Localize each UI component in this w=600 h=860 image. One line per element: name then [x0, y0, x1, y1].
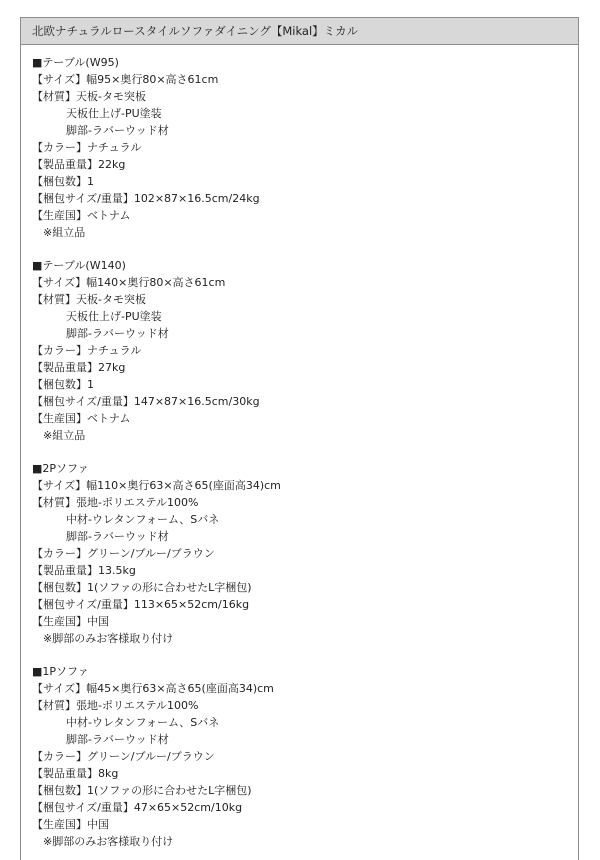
spec-package-size: 【梱包サイズ/重量】47×65×52cm/10kg — [32, 801, 243, 814]
spec-weight: 【製品重量】8kg — [32, 767, 119, 780]
spec-material-detail: 脚部-ラバーウッド材 — [66, 124, 169, 137]
spec-material: 【材質】天板-タモ突板 — [32, 90, 146, 103]
spec-color: 【カラー】グリーン/ブルー/ブラウン — [32, 750, 215, 763]
spec-section-table-w95 — [32, 54, 578, 241]
spec-package-size: 【梱包サイズ/重量】102×87×16.5cm/24kg — [32, 192, 260, 205]
section-heading: ■1Pソファ — [32, 665, 89, 678]
spec-section-1p-sofa — [32, 663, 578, 850]
section-heading: ■テーブル(W140) — [32, 259, 126, 272]
spec-package-size: 【梱包サイズ/重量】147×87×16.5cm/30kg — [32, 395, 260, 408]
spec-packages: 【梱包数】1 — [32, 378, 94, 391]
spec-weight: 【製品重量】22kg — [32, 158, 126, 171]
spec-size: 【サイズ】幅95×奥行80×高さ61cm — [32, 73, 219, 86]
section-heading: ■テーブル(W95) — [32, 56, 119, 69]
spec-note: ※組立品 — [43, 429, 86, 442]
spec-size: 【サイズ】幅140×奥行80×高さ61cm — [32, 276, 226, 289]
spec-color: 【カラー】ナチュラル — [32, 141, 142, 154]
spec-material-detail: 天板仕上げ-PU塗装 — [66, 107, 162, 120]
spec-material-detail: 脚部-ラバーウッド材 — [66, 530, 169, 543]
spec-origin: 【生産国】中国 — [32, 615, 109, 628]
spec-packages: 【梱包数】1 — [32, 175, 94, 188]
spec-material: 【材質】天板-タモ突板 — [32, 293, 146, 306]
spec-package-size: 【梱包サイズ/重量】113×65×52cm/16kg — [32, 598, 250, 611]
spec-section-2p-sofa — [32, 460, 578, 647]
spec-size: 【サイズ】幅45×奥行63×高さ65(座面高34)cm — [32, 682, 274, 695]
spec-weight: 【製品重量】27kg — [32, 361, 126, 374]
spec-note: ※組立品 — [43, 226, 86, 239]
spec-title: 北欧ナチュラルロースタイルソファダイニング【Mikal】ミカル — [21, 18, 578, 45]
spec-weight: 【製品重量】13.5kg — [32, 564, 136, 577]
spec-material-detail: 中材-ウレタンフォーム、Sバネ — [66, 513, 220, 526]
spec-note: ※脚部のみお客様取り付け — [43, 632, 174, 645]
spec-origin: 【生産国】ベトナム — [32, 412, 131, 425]
spec-material-detail: 脚部-ラバーウッド材 — [66, 327, 169, 340]
section-heading: ■2Pソファ — [32, 462, 89, 475]
spec-material-detail: 中材-ウレタンフォーム、Sバネ — [66, 716, 220, 729]
spec-material: 【材質】張地-ポリエステル100% — [32, 699, 199, 712]
spec-packages: 【梱包数】1(ソファの形に合わせたL字梱包) — [32, 581, 252, 594]
spec-material: 【材質】張地-ポリエステル100% — [32, 496, 199, 509]
spec-packages: 【梱包数】1(ソファの形に合わせたL字梱包) — [32, 784, 252, 797]
spec-material-detail: 天板仕上げ-PU塗装 — [66, 310, 162, 323]
spec-origin: 【生産国】ベトナム — [32, 209, 131, 222]
spec-origin: 【生産国】中国 — [32, 818, 109, 831]
spec-material-detail: 脚部-ラバーウッド材 — [66, 733, 169, 746]
spec-section-table-w140 — [32, 257, 578, 444]
spec-size: 【サイズ】幅110×奥行63×高さ65(座面高34)cm — [32, 479, 281, 492]
spec-color: 【カラー】グリーン/ブルー/ブラウン — [32, 547, 215, 560]
spec-table — [20, 17, 579, 860]
spec-content — [21, 45, 578, 850]
spec-color: 【カラー】ナチュラル — [32, 344, 142, 357]
spec-note: ※脚部のみお客様取り付け — [43, 835, 174, 848]
